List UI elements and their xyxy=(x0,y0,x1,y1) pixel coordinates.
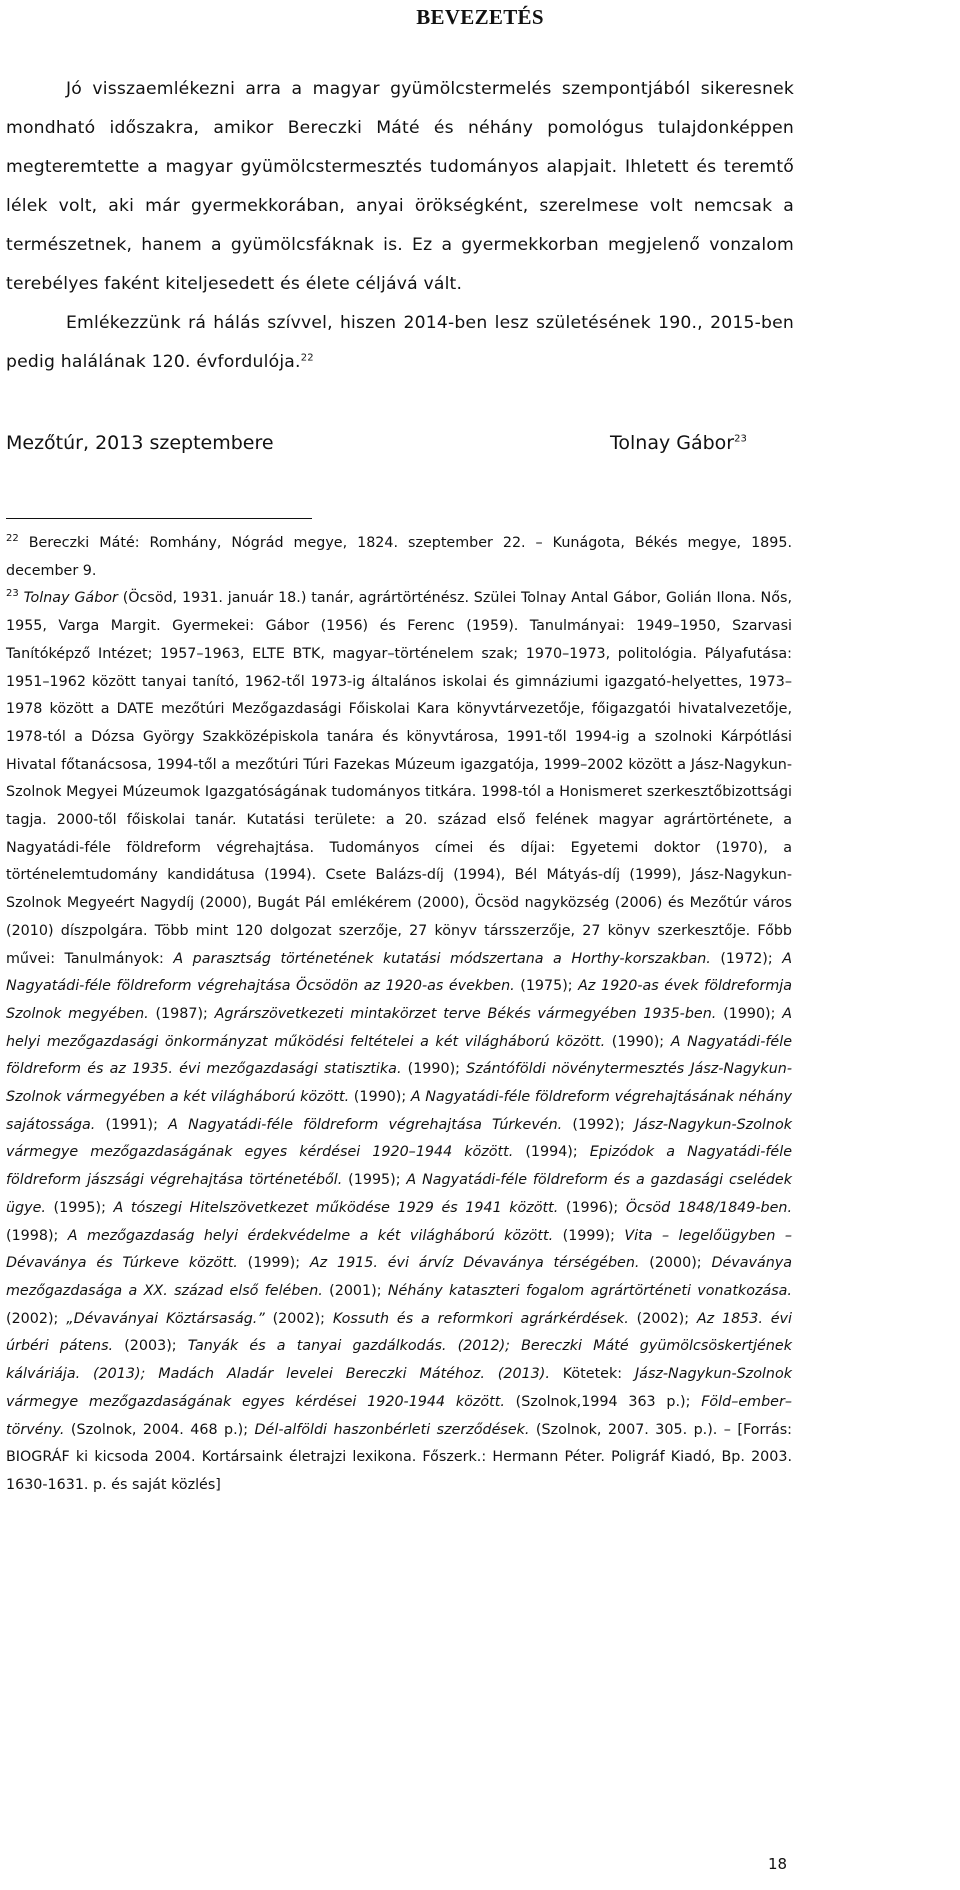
footnotes xyxy=(6,530,792,1500)
footnote-23-title: A Nagyatádi-féle földreform végrehajtása Öcsödön az 1920-as években. xyxy=(6,950,792,995)
footnote-23-segment: (2002); xyxy=(264,1310,333,1327)
footnote-23-title: Dél-alföldi haszonbérleti szerződések. xyxy=(254,1421,530,1438)
footnote-23-title: Jász-Nagykun-Szolnok vármegye mezőgazdaságának egyes kérdései 1920-1944 között. xyxy=(6,1366,792,1410)
footnote-23-title: A helyi mezőgazdasági önkormányzat működési feltételei a két világháború között. xyxy=(6,1005,793,1050)
footnote-23-segment: (Szolnok, 2007. 305. p.). – [Forrás: BIOGRÁF ki kicsoda 2004. Kortársaink életrajzi lexikona. Főszerk.: Hermann Péter. Poligráf Kiadó, Bp. 2003. 1630-1631. p. és saját közlés] xyxy=(6,1421,792,1493)
footnote-23-segment: (1996); xyxy=(558,1199,626,1216)
footnote-ref-23[interactable]: 23 xyxy=(734,433,747,445)
footnote-23-segment: (2002); xyxy=(628,1310,697,1327)
footnote-22 xyxy=(6,530,792,585)
footnote-23-segment: (Öcsöd, 1931. január 18.) tanár, agrártörténész. Szülei Tolnay Antal Gábor, Golián Ilona. Nős, 1955, Varga Margit. Gyermekei: Gábor (1956) és Ferenc (1959). Tanulmányai: 1949–1950, Szarvasi Tanítóképző Intézet; 1957–1963, ELTE BTK, magyar–történelem szak; 1970–1973, politológia. Pályafutása: 1951–1962 között tanyai tanító, 1962-től 1973-ig általános iskolai és gimnáziumi igazgató-helyettes, 1973–1978 között a DATE mezőtúri Mezőgazdasági Főiskolai Kara könyvtárvezetője, főigazgatói hivatalvezetője, 1978-tól a Dózsa György Szakközépiskola tanára és könyvtárosa, 1991-től 1994-ig a szolnoki Kárpótlási Hivatal főtanácsosa, 1994-től a mezőtúri Túri Fazekas Múzeum igazgatója, 1999–2002 között a Jász-Nagykun-Szolnok Megyei Múzeumok Igazgatóságának tudományos titkára. 1998-tól a Honismeret szerkesztőbizottsági tagja. 2000-től főiskolai tanár. Kutatási területe: a 20. század első felének magyar agrártörténete, a Nagyatádi-féle földreform végrehajtása. Tudományos címei és díjai: Egyetemi doktor (1970), a történelemtudomány kandidátusa (1994). Csete Balázs-díj (1994), Bél Mátyás-díj (1999), Jász-Nagykun-Szolnok Megyeért Nagydíj (2000), Bugát Pál emlékérem (2000), Öcsöd nagyközség (2006) és Mezőtúr város (2010) díszpolgára. Több mint 120 dolgozat szerzője, 27 könyv társszerzője, 27 könyv szerkesztője. Főbb művei: Tanulmányok: xyxy=(6,590,792,967)
footnote-23-segment: (1975); xyxy=(514,978,579,995)
footnote-23-segment: (2003); xyxy=(113,1338,188,1355)
footnote-23-segment: (2000); xyxy=(639,1255,712,1272)
footnote-23-title: A Nagyatádi-féle földreform végrehajtása Túrkevén. xyxy=(168,1116,563,1133)
footnote-23-segment: (1994); xyxy=(513,1144,590,1161)
page-number: 18 xyxy=(768,1855,788,1873)
footnote-23-title: Kossuth és a reformkori agrárkérdések. xyxy=(332,1310,629,1327)
body-text xyxy=(6,70,794,382)
footnote-23-title: Föld–ember–törvény. xyxy=(6,1393,792,1438)
footnote-23-title: Agrárszövetkezeti mintakörzet terve Békés vármegyében 1935-ben. xyxy=(214,1005,717,1022)
footnote-23-title: A mezőgazdaság helyi érdekvédelme a két világháború között. xyxy=(67,1227,554,1244)
signature-place-date: Mezőtúr, 2013 szeptembere xyxy=(6,432,274,454)
footnote-23-segment: (1990); xyxy=(401,1061,467,1078)
footnote-23-segment: (2001); xyxy=(322,1282,388,1299)
footnote-23-title: Öcsöd 1848/1849-ben. xyxy=(625,1199,793,1216)
footnote-23-title: Tanyák és a tanyai gazdálkodás. (2012); Bereczki Máté gyümölcsöskertjének kálváriája. (2013); Madách Aladár levelei Bereczki Mátéhoz. (2013). xyxy=(6,1338,792,1383)
footnote-23-title: A Nagyatádi-féle földreform és a gazdasági cselédek ügye. xyxy=(6,1172,792,1216)
paragraph-anniversary xyxy=(6,304,794,382)
footnote-23-title: A tószegi Hitelszövetkezet működése 1929 és 1941 között. xyxy=(113,1199,559,1216)
footnote-23-title: Az 1853. évi úrbéri pátens. xyxy=(6,1310,792,1355)
footnote-23-title: Jász-Nagykun-Szolnok vármegye mezőgazdaságának egyes kérdései 1920–1944 között. xyxy=(6,1116,792,1161)
footnote-23-title: Szántóföldi növénytermesztés Jász-Nagykun-Szolnok vármegyében a két világháború között. xyxy=(6,1061,792,1106)
footnote-23-segment: (1998); xyxy=(6,1227,68,1244)
footnote-23-title: Vita – legelőügyben – Dévaványa és Túrkeve között. xyxy=(6,1227,792,1272)
footnote-23-segment: (1990); xyxy=(349,1089,411,1106)
footnote-23-segment: Kötetek: xyxy=(549,1366,635,1383)
footnote-23-segment: (1999); xyxy=(237,1255,310,1272)
footnote-23-segment: (Szolnok, 2004. 468 p.); xyxy=(64,1421,255,1438)
footnote-23-title: A Nagyatádi-féle földreform és az 1935. évi mezőgazdasági statisztika. xyxy=(6,1033,792,1078)
footnote-23-segment: (1995); xyxy=(342,1172,407,1189)
footnote-23-segment: (Szolnok,1994 363 p.); xyxy=(504,1393,702,1410)
footnote-ref-22[interactable]: 22 xyxy=(300,352,314,364)
footnote-23-title: Dévaványa mezőgazdasága a XX. század első felében. xyxy=(6,1255,792,1299)
footnote-23-segment: (1992); xyxy=(562,1116,635,1133)
footnote-23-title: A Nagyatádi-féle földreform végrehajtásának néhány sajátossága. xyxy=(6,1089,792,1133)
footnote-23-segment: (1995); xyxy=(45,1199,114,1216)
footnote-23-segment: (1990); xyxy=(605,1033,671,1050)
footnote-23-title: Néhány kataszteri fogalom agrártörténeti vonatkozása. xyxy=(387,1282,792,1299)
page-title: BEVEZETÉS xyxy=(416,5,544,29)
footnote-23-segment: (1972); xyxy=(710,950,783,967)
footnote-23-title: Az 1915. évi árvíz Dévaványa térségében. xyxy=(309,1255,640,1272)
footnote-23-segment: (2002); xyxy=(6,1310,67,1327)
footnote-23-title: Tolnay Gábor xyxy=(23,590,118,607)
footnote-23 xyxy=(6,585,792,1499)
footnote-separator xyxy=(6,518,312,519)
footnote-22-text: Bereczki Máté: Romhány, Nógrád megye, 1824. szeptember 22. – Kunágota, Békés megye, 1895. december 9. xyxy=(6,535,792,579)
footnote-23-segment: (1991); xyxy=(95,1116,169,1133)
paragraph-anniversary-text: Emlékezzünk rá hálás szívvel, hiszen 2014-ben lesz születésének 190., 2015-ben pedig halálának 120. évfordulója. xyxy=(6,313,794,372)
footnote-23-segment: (1999); xyxy=(553,1227,625,1244)
footnote-23-title: Az 1920-as évek földreformja Szolnok megyében. xyxy=(6,978,792,1022)
footnote-23-segment: (1987); xyxy=(148,1005,215,1022)
signature-author-name: Tolnay Gábor xyxy=(610,432,735,454)
footnote-number-22: 22 xyxy=(6,533,19,545)
footnote-23-title: A parasztság történetének kutatási módszertana a Horthy-korszakban. xyxy=(173,950,711,967)
footnote-23-title: „Dévaványai Köztársaság.” xyxy=(66,1310,265,1327)
footnote-number-23: 23 xyxy=(6,588,19,600)
signature-author xyxy=(610,423,747,463)
paragraph-intro: Jó visszaemlékezni arra a magyar gyümölcstermelés szempontjából sikeresnek mondható időszakra, amikor Bereczki Máté és néhány pomológus tulajdonképpen megteremtette a magyar gyümölcstermesztés tudományos alapjait. Ihletett és teremtő lélek volt, aki már gyermekkorában, anyai örökségként, szerelmese volt nemcsak a természetnek, hanem a gyümölcsfáknak is. Ez a gyermekkorban megjelenő vonzalom terebélyes faként kiteljesedett és élete céljává vált. xyxy=(6,79,794,294)
footnote-23-segment: (1990); xyxy=(716,1005,783,1022)
footnote-23-title: Epizódok a Nagyatádi-féle földreform jászsági végrehajtása történetéből. xyxy=(6,1144,792,1189)
footnote-23-text xyxy=(6,590,792,1493)
